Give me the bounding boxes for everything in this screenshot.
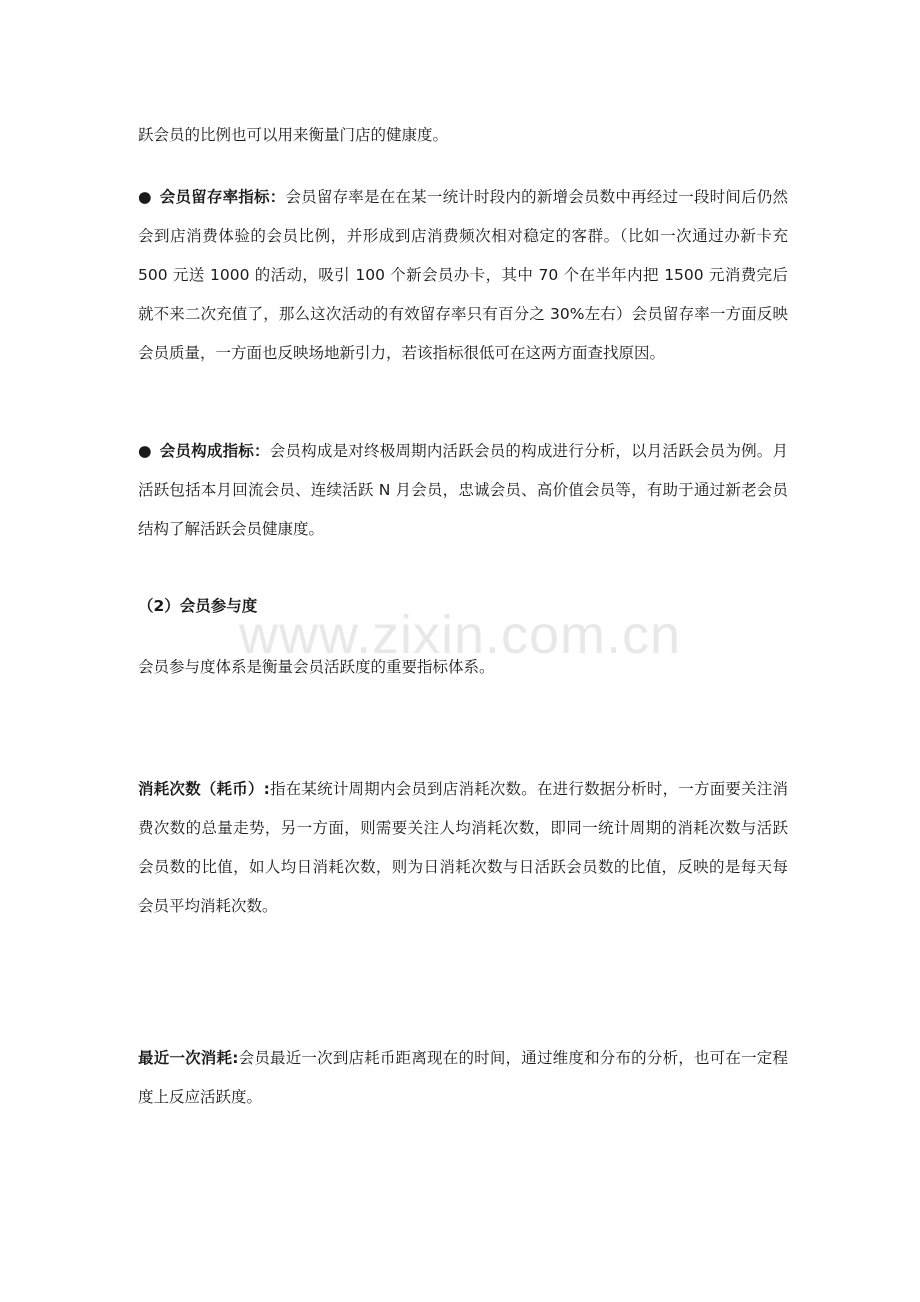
composition-text: 会员构成是对终极周期内活跃会员的构成进行分析，以月活跃会员为例。月活跃包括本月回流会员、连续活跃 N 月会员，忠诚会员、高价值会员等，有助于通过新老会员结构了解活跃会员健康度。	[138, 442, 788, 538]
paragraph-consumption-count	[138, 770, 788, 926]
paragraph-retention	[138, 178, 788, 373]
composition-label: 会员构成指标：	[159, 442, 270, 460]
paragraph-intro-text: 跃会员的比例也可以用来衡量门店的健康度。	[138, 126, 449, 144]
paragraph-last-consumption	[138, 1039, 788, 1117]
consumption-count-text: 指在某统计周期内会员到店消耗次数。在进行数据分析时，一方面要关注消费次数的总量走势，另一方面，则需要关注人均消耗次数，即同一统计周期的消耗次数与活跃会员数的比值，如人均日消耗次数，则为日消耗次数与日活跃会员数的比值，反映的是每天每会员平均消耗次数。	[138, 780, 788, 915]
watermark: www.zixin.com.cn	[238, 605, 682, 665]
paragraph-intro	[138, 116, 788, 155]
retention-label: 会员留存率指标：	[159, 188, 286, 206]
paragraph-participation	[138, 648, 788, 687]
retention-text: 会员留存率是在在某一统计时段内的新增会员数中再经过一段时间后仍然会到店消费体验的会员比例，并形成到店消费频次相对稳定的客群。（比如一次通过办新卡充 500 元送 1000 的活动，吸引 100 个新会员办卡，其中 70 个在半年内把 1500 元消费完后就不来二次充值了，那么这次活动的有效留存率只有百分之 30%左右）会员留存率一方面反映会员质量，一方面也反映场地新引力，若该指标很低可在这两方面查找原因。	[138, 188, 788, 362]
bullet-icon: ●	[138, 188, 152, 206]
last-consumption-text: 会员最近一次到店耗币距离现在的时间，通过维度和分布的分析，也可在一定程度上反应活跃度。	[138, 1049, 788, 1106]
participation-text: 会员参与度体系是衡量会员活跃度的重要指标体系。	[138, 658, 495, 676]
last-consumption-label: 最近一次消耗:	[138, 1049, 239, 1067]
consumption-count-label: 消耗次数（耗币）:	[138, 780, 270, 798]
section-heading: （2）会员参与度	[138, 597, 258, 615]
bullet-icon: ●	[138, 442, 152, 460]
paragraph-composition	[138, 432, 788, 549]
